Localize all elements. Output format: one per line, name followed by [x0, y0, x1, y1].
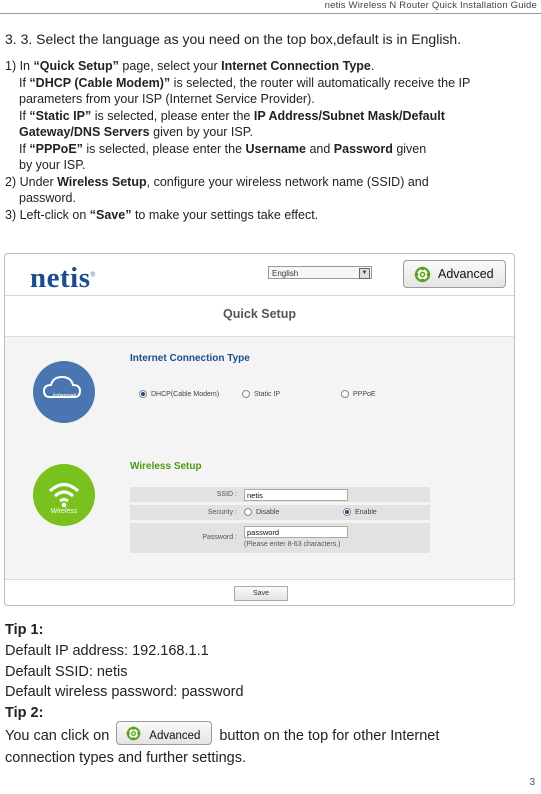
- radio-enable[interactable]: [343, 508, 377, 516]
- radio-enable-label: Enable: [355, 508, 377, 516]
- tip2-text-post: button on the top for other Internet: [219, 727, 440, 744]
- tip1-title: Tip 1:: [5, 622, 44, 638]
- divider: [5, 295, 514, 296]
- wireless-icon: [33, 464, 95, 526]
- save-button[interactable]: Save: [234, 586, 288, 601]
- step-1-line-5: Gateway/DNS Servers given by your ISP.: [19, 125, 253, 139]
- internet-icon: [33, 361, 95, 423]
- tip2-title: Tip 2:: [5, 705, 44, 722]
- advanced-button[interactable]: [403, 260, 506, 288]
- tips-section: [5, 620, 535, 769]
- advanced-button-illustration: [116, 721, 212, 745]
- password-hint: (Please enter 8-63 characters.): [244, 541, 341, 548]
- internet-icon-label: internet: [52, 393, 76, 400]
- tip1-ssid: Default SSID: netis: [5, 663, 128, 680]
- ssid-label: SSID :: [216, 491, 237, 498]
- internet-connection-type-title: Internet Connection Type: [130, 353, 250, 364]
- radio-pppoe-label: PPPoE: [353, 390, 376, 398]
- step-3-line-1: 3) Left-click on “Save” to make your settings take effect.: [5, 207, 319, 222]
- advanced-label: Advanced: [438, 267, 494, 281]
- wireless-icon-label: Wireless: [50, 508, 78, 515]
- page-header: [0, 0, 541, 14]
- radio-disable-label: Disable: [256, 508, 280, 516]
- netis-logo: netis®: [30, 262, 96, 294]
- chevron-down-icon[interactable]: ▼: [359, 268, 370, 279]
- gear-icon: [414, 266, 431, 283]
- gear-icon: [126, 726, 141, 741]
- step-1-line-3: parameters from your ISP (Internet Service Provider).: [19, 92, 315, 106]
- security-label: Security :: [207, 509, 237, 516]
- radio-disable[interactable]: [244, 508, 279, 516]
- password-input[interactable]: [244, 526, 348, 538]
- instruction-steps: [5, 58, 535, 223]
- advanced-illustration-label: Advanced: [149, 729, 201, 742]
- page-number: 3: [529, 777, 535, 788]
- router-ui-screenshot: [4, 253, 515, 606]
- step-1-line-6: If “PPPoE” is selected, please enter the Username and Password given: [19, 141, 427, 156]
- step-1-line-4: If “Static IP” is selected, please enter the IP Address/Subnet Mask/Default: [19, 108, 445, 123]
- step-1-line-1: 1) In “Quick Setup” page, select your Internet Connection Type.: [5, 59, 375, 73]
- page-title: Quick Setup: [223, 307, 296, 321]
- header-title: netis Wireless N Router Quick Installation Guide: [324, 0, 537, 11]
- radio-static-ip[interactable]: [242, 390, 280, 398]
- step-1-line-7: by your ISP.: [19, 158, 86, 172]
- radio-static-ip-label: Static IP: [254, 390, 281, 398]
- radio-pppoe-control[interactable]: [341, 390, 349, 398]
- radio-enable-control[interactable]: [343, 508, 351, 516]
- language-value: English: [272, 269, 299, 278]
- language-select[interactable]: [268, 266, 372, 279]
- radio-disable-control[interactable]: [244, 508, 252, 516]
- tip2-text-pre: You can click on: [5, 727, 110, 744]
- ssid-input[interactable]: [244, 489, 348, 501]
- password-label: Password :: [202, 534, 237, 541]
- section-heading: 3. 3. Select the language as you need on the top box,default is in English.: [5, 31, 462, 47]
- step-2-line-1: 2) Under Wireless Setup, configure your wireless network name (SSID) and: [5, 174, 429, 189]
- tip2-line1: [5, 724, 535, 748]
- radio-static-ip-control[interactable]: [242, 390, 250, 398]
- tip1-password: Default wireless password: password: [5, 684, 244, 701]
- wireless-setup-title: Wireless Setup: [130, 461, 202, 472]
- cloud-icon: [33, 361, 95, 423]
- step-1-line-2: If “DHCP (Cable Modem)” is selected, the router will automatically receive the IP: [19, 75, 471, 90]
- tip2-line2: connection types and further settings.: [5, 749, 247, 766]
- radio-dhcp[interactable]: [139, 390, 219, 398]
- radio-dhcp-label: DHCP(Cable Modem): [151, 390, 220, 398]
- radio-pppoe[interactable]: [341, 390, 376, 398]
- tip1-ip: Default IP address: 192.168.1.1: [5, 642, 209, 659]
- radio-dhcp-control[interactable]: [139, 390, 147, 398]
- header-rule: [0, 13, 541, 14]
- wifi-icon: [33, 464, 95, 526]
- step-2-line-2: password.: [19, 191, 76, 205]
